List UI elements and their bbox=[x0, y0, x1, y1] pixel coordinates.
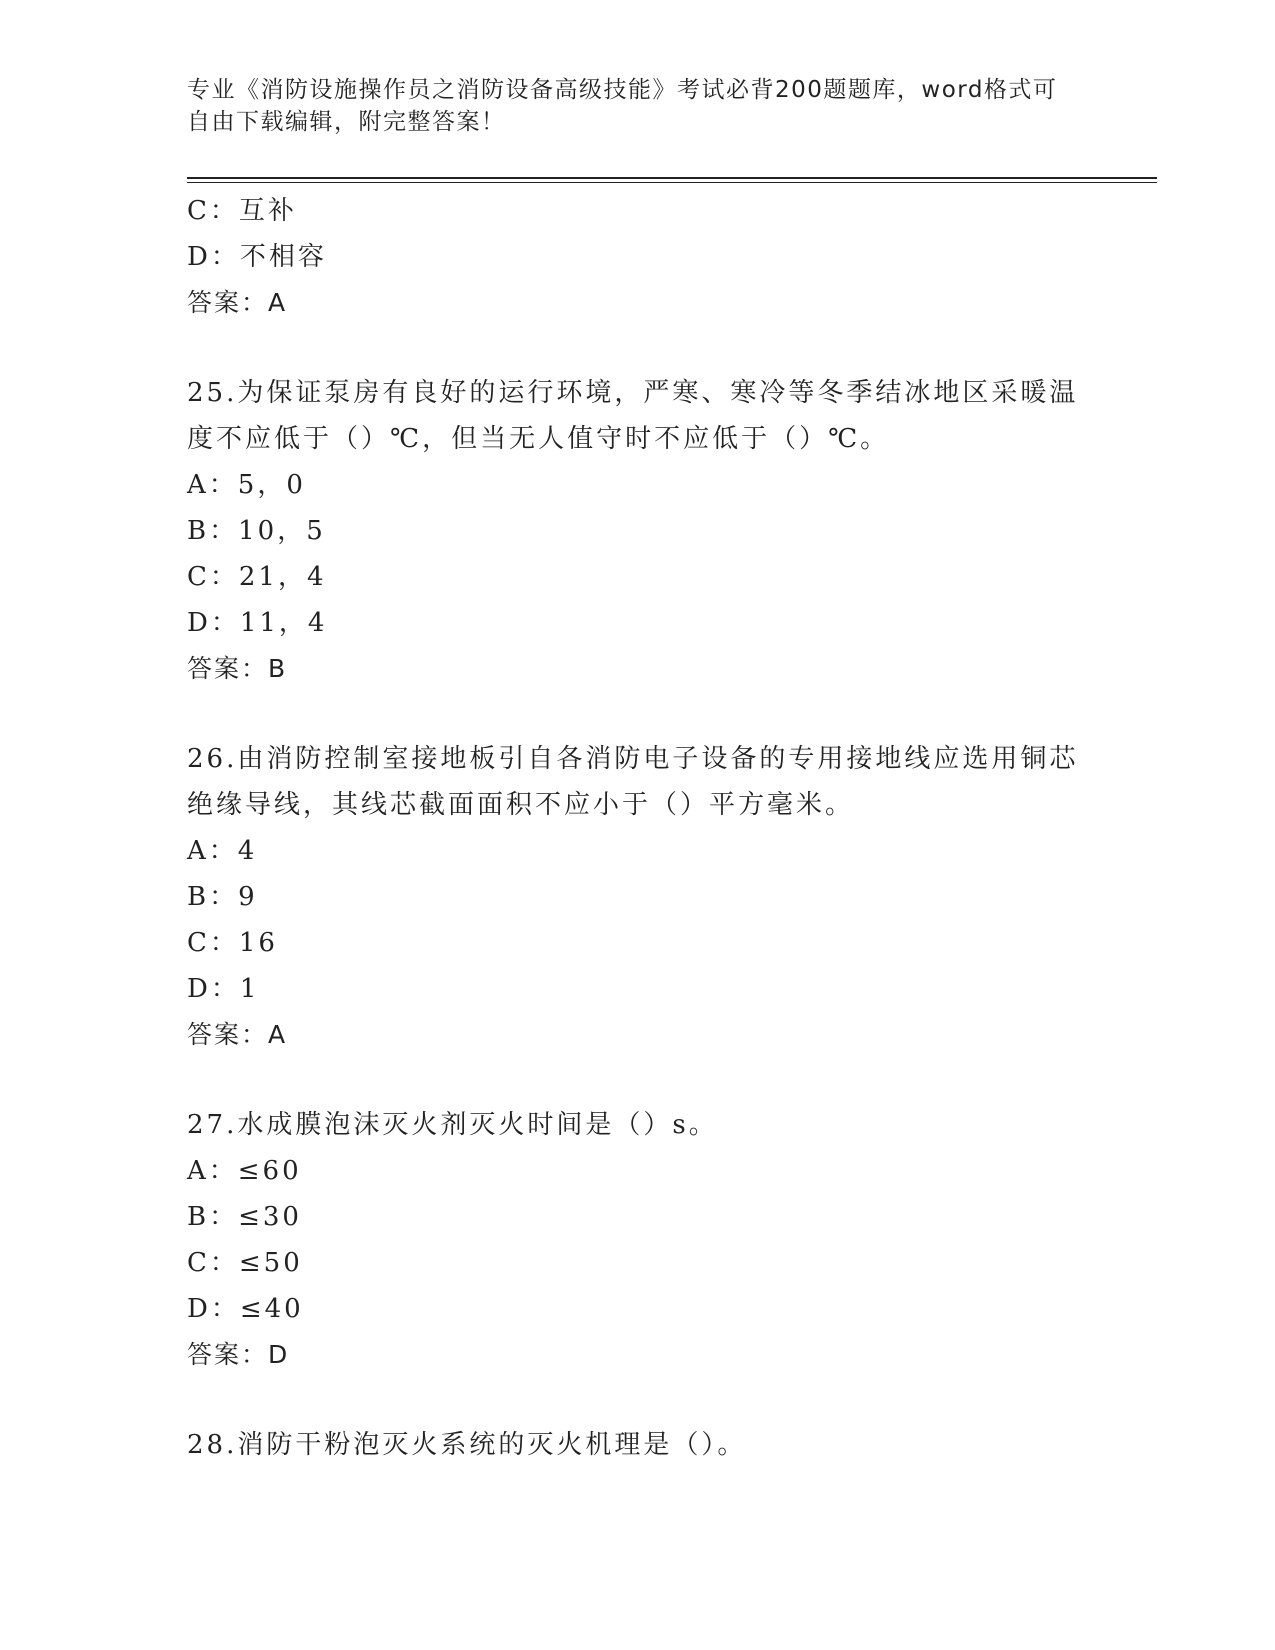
question-25 bbox=[187, 370, 1087, 692]
question-text-line: 绝缘导线，其线芯截面面积不应小于（）平方毫米。 bbox=[187, 790, 855, 820]
header-divider-thin bbox=[187, 182, 1157, 183]
answer-line: 答案：B bbox=[187, 654, 288, 683]
question-27 bbox=[187, 1102, 1087, 1378]
header-line-1: 专业《消防设施操作员之消防设备高级技能》考试必背200题题库，word格式可 bbox=[187, 77, 1058, 103]
spacer bbox=[187, 326, 1087, 370]
spacer bbox=[187, 1378, 1087, 1422]
option-c: C：21，4 bbox=[187, 562, 327, 592]
question-list bbox=[187, 188, 1087, 1468]
document-header bbox=[187, 74, 1087, 138]
option-a: A：5，0 bbox=[187, 470, 306, 500]
spacer bbox=[187, 1058, 1087, 1102]
option-c: C：≤50 bbox=[187, 1248, 303, 1278]
header-line-2: 自由下载编辑，附完整答案！ bbox=[187, 109, 506, 135]
question-text-line: 25.为保证泵房有良好的运行环境，严寒、寒冷等冬季结冰地区采暖温 bbox=[187, 378, 1079, 408]
option-b: B：≤30 bbox=[187, 1202, 302, 1232]
option-a: A：4 bbox=[187, 836, 258, 866]
question-text-line: 28.消防干粉泡灭火系统的灭火机理是（）。 bbox=[187, 1430, 747, 1460]
question-26 bbox=[187, 736, 1087, 1058]
answer-line: 答案：D bbox=[187, 1340, 290, 1369]
option-c: C：互补 bbox=[187, 196, 297, 226]
option-d: D：≤40 bbox=[187, 1294, 304, 1324]
option-d: D：不相容 bbox=[187, 242, 327, 272]
option-a: A：≤60 bbox=[187, 1156, 302, 1186]
answer-line: 答案：A bbox=[187, 288, 288, 317]
answer-line: 答案：A bbox=[187, 1020, 288, 1049]
option-d: D：1 bbox=[187, 974, 260, 1004]
question-text-line: 度不应低于（）℃，但当无人值守时不应低于（）℃。 bbox=[187, 424, 890, 454]
question-24-continued bbox=[187, 188, 1087, 326]
option-d: D：11，4 bbox=[187, 608, 328, 638]
spacer bbox=[187, 692, 1087, 736]
question-text-line: 27.水成膜泡沫灭火剂灭火时间是（）s。 bbox=[187, 1110, 718, 1140]
question-28 bbox=[187, 1422, 1087, 1468]
option-c: C：16 bbox=[187, 928, 278, 958]
option-b: B：9 bbox=[187, 882, 258, 912]
option-b: B：10，5 bbox=[187, 516, 326, 546]
header-divider-thick bbox=[187, 177, 1157, 179]
question-text-line: 26.由消防控制室接地板引自各消防电子设备的专用接地线应选用铜芯 bbox=[187, 744, 1079, 774]
